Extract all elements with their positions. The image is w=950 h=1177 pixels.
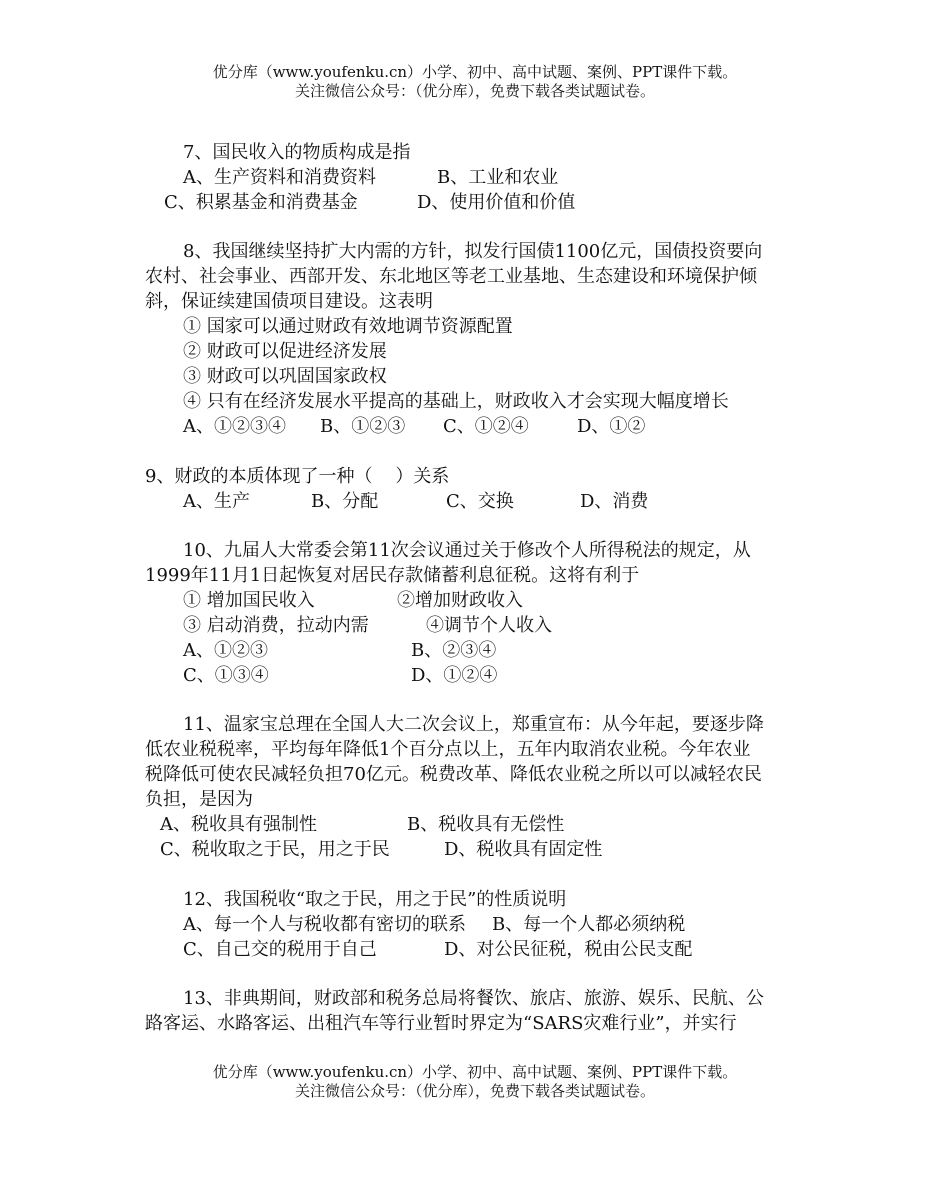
footer-line-1: 优分库（www.youfenku.cn）小学、初中、高中试题、案例、PPT课件下载。 [212, 1063, 738, 1081]
q10-option-c: C、①③④ [183, 665, 269, 686]
q8-statement-3: ③ 财政可以巩固国家政权 [183, 366, 387, 387]
q9-option-c: C、交换 [446, 491, 514, 512]
q12-option-a: A、每一个人与税收都有密切的联系 [183, 914, 466, 935]
q7-option-b: B、工业和农业 [437, 167, 559, 188]
q8-stem-line-2: 农村、社会事业、西部开发、东北地区等老工业基地、生态建设和环境保护倾 [145, 266, 757, 287]
q12-option-b: B、每一个人都必须纳税 [492, 914, 686, 935]
q11-stem-line-4: 负担，是因为 [145, 789, 253, 810]
q8-stem-line-1: 8、我国继续坚持扩大内需的方针，拟发行国债1100亿元，国债投资要向 [183, 241, 763, 262]
q9-stem: 9、财政的本质体现了一种（ ）关系 [145, 466, 450, 487]
page-header [0, 63, 950, 101]
q11-option-d: D、税收具有固定性 [444, 839, 603, 860]
q11-option-a: A、税收具有强制性 [160, 814, 317, 835]
q10-option-b: B、②③④ [411, 640, 497, 661]
q10-option-a: A、①②③ [183, 640, 268, 661]
q7-option-d: D、使用价值和价值 [417, 192, 576, 213]
q11-stem-line-1: 11、温家宝总理在全国人大二次会议上，郑重宣布：从今年起，要逐步降 [183, 714, 764, 735]
footer-line-2: 关注微信公众号：（优分库），免费下载各类试题试卷。 [294, 1082, 655, 1100]
q9-option-d: D、消费 [580, 491, 649, 512]
page-footer [0, 1063, 950, 1101]
q12-option-d: D、对公民征税，税由公民支配 [444, 939, 693, 960]
q8-statement-2: ② 财政可以促进经济发展 [183, 341, 387, 362]
q8-option-d: D、①② [577, 416, 646, 437]
q10-stem-line-2: 1999年11月1日起恢复对居民存款储蓄利息征税。这将有利于 [145, 565, 640, 586]
q13-stem-line-2: 路客运、水路客运、出租汽车等行业暂时界定为“SARS灾难行业”，并实行 [145, 1013, 737, 1034]
q12-stem: 12、我国税收“取之于民，用之于民”的性质说明 [183, 889, 567, 910]
q10-stem-line-1: 10、九届人大常委会第11次会议通过关于修改个人所得税法的规定，从 [183, 540, 751, 561]
q7-stem: 7、国民收入的物质构成是指 [183, 142, 411, 163]
q11-stem-line-2: 低农业税税率，平均每年降低1个百分点以上，五年内取消农业税。今年农业 [145, 739, 751, 760]
header-line-1: 优分库（www.youfenku.cn）小学、初中、高中试题、案例、PPT课件下载。 [212, 63, 738, 81]
q8-stem-line-3: 斜，保证续建国债项目建设。这表明 [145, 291, 433, 312]
q13-stem-line-1: 13、非典期间，财政部和税务总局将餐饮、旅店、旅游、娱乐、民航、公 [183, 988, 764, 1009]
q10-statement-4: ④调节个人收入 [426, 615, 552, 636]
q8-option-a: A、①②③④ [183, 416, 286, 437]
q11-option-b: B、税收具有无偿性 [407, 814, 565, 835]
q8-statement-4: ④ 只有在经济发展水平提高的基础上，财政收入才会实现大幅度增长 [183, 391, 729, 412]
q11-stem-line-3: 税降低可使农民减轻负担70亿元。税费改革、降低农业税之所以可以减轻农民 [145, 764, 762, 785]
q7-option-a: A、生产资料和消费资料 [183, 167, 376, 188]
header-line-2: 关注微信公众号：（优分库），免费下载各类试题试卷。 [294, 82, 655, 100]
q12-option-c: C、自己交的税用于自己 [183, 939, 377, 960]
q7-option-c: C、积累基金和消费基金 [164, 192, 358, 213]
q11-option-c: C、税收取之于民，用之于民 [160, 839, 390, 860]
q9-option-a: A、生产 [183, 491, 250, 512]
q9-option-b: B、分配 [311, 491, 379, 512]
q8-option-c: C、①②④ [443, 416, 529, 437]
q10-statement-3: ③ 启动消费，拉动内需 [183, 615, 369, 636]
q8-statement-1: ① 国家可以通过财政有效地调节资源配置 [183, 316, 513, 337]
q10-statement-2: ②增加财政收入 [397, 590, 523, 611]
q10-option-d: D、①②④ [411, 665, 498, 686]
q10-statement-1: ① 增加国民收入 [183, 590, 315, 611]
q8-option-b: B、①②③ [320, 416, 406, 437]
